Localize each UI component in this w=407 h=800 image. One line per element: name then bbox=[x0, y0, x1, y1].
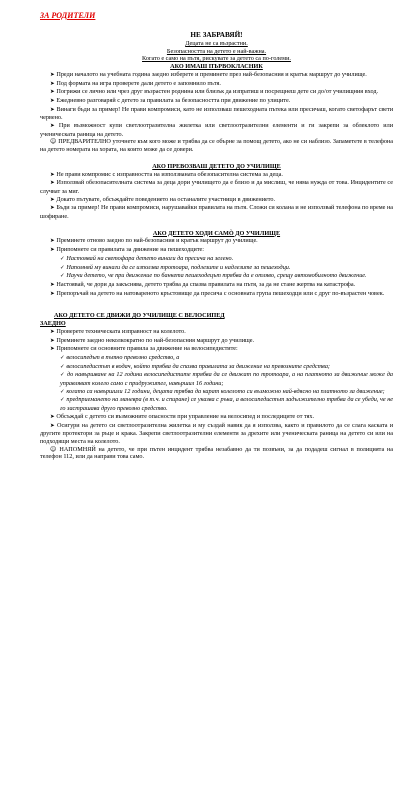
list-item: ➤ Не прави компромис с изправността на използваната обезопасителна система за деца. bbox=[50, 170, 283, 178]
list-item: ➤ Под формата на игра проверете дали детето е запомнило пътя. bbox=[50, 79, 221, 87]
list-item: ➤ Проверете техническата изправност на колелото. bbox=[50, 327, 186, 335]
arrow-bullet-icon: ➤ bbox=[50, 238, 57, 245]
list-item: ➤ Преминете заедно неколкократно по най-безопасния маршрут до училище. bbox=[50, 336, 255, 344]
list-item: ➤ Бъди за пример! Не прави компромиси, нарушавайки правилата на пътя. Сложи си колана и не използвай телефона по време на шофиране. bbox=[40, 204, 394, 221]
checkmark-bullet-icon: ✓ bbox=[60, 255, 67, 262]
list-item: ➤ Настоявай, че дори да закъснява, детето трябва да спазва правилата на пътя, за да не стане жертва на катастрофа. bbox=[50, 280, 356, 288]
list-item: ➤ Докато пътувате, обсъждайте поведението на останалите участници в движението. bbox=[50, 195, 276, 203]
checkmark-bullet-icon: ✓ bbox=[60, 372, 68, 379]
arrow-bullet-icon: ➤ bbox=[50, 171, 57, 178]
list-item: ➤ Винаги бъди за пример! Не прави компромиси, като не използваш пешеходната пътека или пресичаш, когато светофарът свети червено. bbox=[40, 105, 394, 122]
arrow-bullet-icon: ➤ bbox=[50, 106, 57, 113]
arrow-bullet-icon: ➤ bbox=[50, 196, 57, 203]
list-item: ➤ Припомнете си правилата за движение на пешеходците: bbox=[50, 246, 205, 254]
list-item: ➤ Преминете отново заедно по най-безопасния и кратък маршрут до училище. bbox=[50, 237, 258, 245]
list-item: ➤ Припомнете си основните правила за движение на велосипедистите: bbox=[50, 345, 238, 353]
arrow-bullet-icon: ➤ bbox=[50, 247, 57, 254]
sub-list-item: ✓ когато са навършили 12 години, децата трябва да карат колелото си възможно най-вдясно на платното за движение; bbox=[60, 387, 385, 395]
sub-list-item: ✓ велосипедът в пътно превозно средство, а bbox=[60, 353, 180, 361]
intro-block bbox=[40, 31, 393, 63]
checkmark-bullet-icon: ✓ bbox=[60, 388, 67, 395]
arrow-bullet-icon: ➤ bbox=[50, 346, 57, 353]
arrow-bullet-icon: ➤ bbox=[50, 80, 57, 87]
intro-line: Безопасността на детето е най-важна. bbox=[166, 47, 267, 55]
arrow-bullet-icon: ➤ bbox=[50, 97, 57, 104]
arrow-bullet-icon: ➤ bbox=[50, 328, 57, 335]
checkmark-bullet-icon: ✓ bbox=[60, 264, 67, 271]
intro-heading: НЕ ЗАБРАВЯЙ! bbox=[190, 31, 243, 39]
list-item: ➤ Препоръчай на детето на натовареното кръстовище да пресича с основната група пешеходци или с друг по-възрастен човек. bbox=[50, 289, 385, 297]
checkmark-bullet-icon: ✓ bbox=[60, 363, 67, 370]
list-item: ➤ Осигури на детето си светлоотразителна жилетка и му създай навик да я използва, както и правилото да се слага каската и другите протектори за ръце и крака. Закрепи светлоотразителни елементи за дрехите или ученическата раница на детето си или на подходящи места на колелото. bbox=[40, 421, 394, 445]
sub-list-item: ✓ Научи детето, че при движение по банкета пешеходецът трябва да е отляво, срещу автомобилното движение. bbox=[60, 272, 367, 280]
list-item: ➤ Преди началото на учебната година заедно изберете и преминете през най-безопасния и кратък маршрут до училище. bbox=[50, 70, 367, 78]
arrow-bullet-icon: ➤ bbox=[50, 71, 57, 78]
arrow-bullet-icon: ➤ bbox=[50, 205, 57, 212]
sub-list-item: ✓ велосипедистът в водач, който трябва да спазва правилата за движение на превозните средства; bbox=[60, 362, 330, 370]
sub-list-item: ✓ Напомняй му винаги да се използва тротоара, подлезите и надлезите за пешеходци. bbox=[60, 263, 291, 271]
arrow-bullet-icon: ➤ bbox=[50, 180, 57, 187]
section-heading-bicycle: АКО ДЕТЕТО СЕ ДВИЖИ ДО УЧИЛИЩЕ С ВЕЛОСИПЕД bbox=[54, 312, 225, 320]
list-item: ➤ Използвай обезопасителната система за деца дори училището да е близо и да мислиш, че няма нужда от това. Инцидентите се случват за миг. bbox=[40, 179, 393, 195]
arrow-bullet-icon: ➤ bbox=[50, 422, 58, 429]
arrow-bullet-icon: ➤ bbox=[50, 281, 57, 288]
smiley-icon: ☺ bbox=[50, 138, 59, 146]
list-item: ➤ При възможност купи светлоотразителна жилетка или светлоотразителни елементи и ги закрепи за облеклото или ученическата раница на детето. bbox=[40, 122, 394, 138]
sub-list-item: ✓ до навършване на 12 години велосипедистите трябва да се движат по тротоара, а на платното за движение може да управляват колело само с придружител, навършил 16 години; bbox=[60, 371, 394, 388]
section-heading-bicycle-line2: ЗАЕДНО bbox=[40, 320, 66, 328]
list-item: ➤ Ежедневно разговаряй с детето за правилата за безопасността при движение по улиците. bbox=[50, 96, 291, 104]
arrow-bullet-icon: ➤ bbox=[50, 290, 57, 297]
section-heading-first-grader: АКО ИМАШ ПЪРВОКЛАСНИК bbox=[170, 63, 263, 71]
list-item: ☺ НАПОМНЯЙ на детето, че при пътен инцидент трябва незабавно да ти позвъни, за да подадеш сигнал в полицията на телефон 112, или да направи това само. bbox=[40, 445, 393, 461]
section-heading-walking: АКО ДЕТЕТО ХОДИ САМÒ ДО УЧИЛИЩЕ bbox=[152, 229, 281, 237]
arrow-bullet-icon: ➤ bbox=[50, 413, 57, 420]
checkmark-bullet-icon: ✓ bbox=[60, 397, 67, 404]
intro-line: Децата не са възрастни. bbox=[185, 40, 248, 47]
list-item: ☺ ПРЕДВАРИТЕЛНО уточнете към кого може и трябва да се обърне за помощ детето, ако не си наблизо. Запаметете в телефона на детето номерата на хората, на които може да се довери. bbox=[40, 138, 393, 154]
section-heading-driving: АКО ПРЕВОЗВАШ ДЕТЕТО ДО УЧИЛИЩЕ bbox=[152, 162, 281, 170]
checkmark-bullet-icon: ✓ bbox=[60, 354, 67, 361]
page-title: ЗА РОДИТЕЛИ bbox=[40, 11, 96, 20]
sub-list-item: ✓ Настоявай на светофара детето винаги да пресича на зелено. bbox=[60, 254, 234, 262]
arrow-bullet-icon: ➤ bbox=[50, 89, 57, 96]
list-item: ➤ Обсъждай с детето си възможните опасности при управление на велосипед и последиците от тях. bbox=[50, 412, 315, 420]
list-item: ➤ Погрижи се лично или чрез друг възрастен роднина или близък да изпратиш и посрещнеш дете си до/от училищния вход. bbox=[50, 88, 379, 96]
checkmark-bullet-icon: ✓ bbox=[60, 273, 67, 280]
sub-list-item: ✓ предприемането на маневра (в т.ч. и спиране) се указва с ръка, а велосипедистът задължително трябва да се убеди, че не го застрашава друго превозно средство. bbox=[60, 396, 394, 413]
arrow-bullet-icon: ➤ bbox=[50, 337, 57, 344]
intro-line: Когато е само на пътя, рискувате за детето са по-големи. bbox=[142, 55, 291, 63]
arrow-bullet-icon: ➤ bbox=[50, 123, 59, 130]
smiley-icon: ☺ bbox=[50, 445, 60, 453]
